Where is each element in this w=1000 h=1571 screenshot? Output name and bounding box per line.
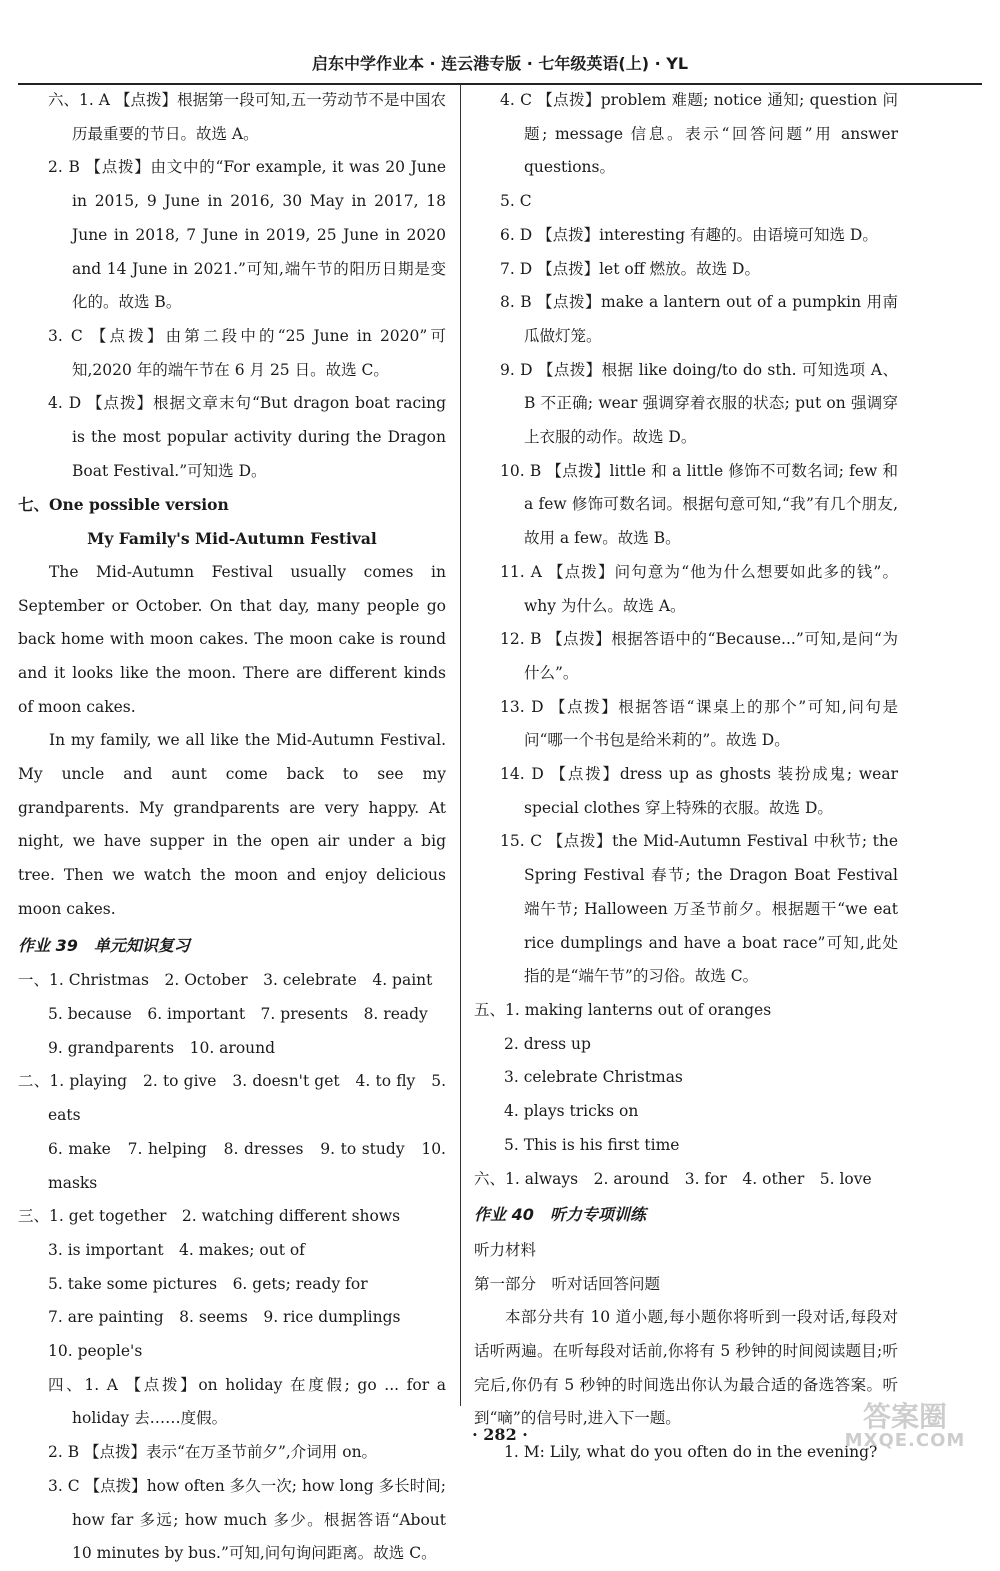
answer-line: 8. B 【点拨】make a lantern out of a pumpkin 用南瓜做灯笼。 [500,293,898,345]
watermark-logo [820,1400,990,1451]
answer-line: 10. people's [48,1342,143,1361]
answer-line: 3. C 【点拨】how often 多久一次; how long 多长时间; how far 多远; how much 多少。根据答语“About 10 minutes by bus.”可知,问句询问距离。故选 C。 [48,1476,446,1563]
answer-line: 听力材料 [474,1240,537,1259]
section-heading: 作业 39 单元知识复习 [18,935,190,955]
answer-line: 9. D 【点拨】根据 like doing/to do sth. 可知选项 A、B 不正确; wear 强调穿着衣服的状态; put on 强调穿上衣服的动作。故选 D。 [500,360,898,447]
answer-line: 7. D 【点拨】let off 燃放。故选 D。 [500,259,760,278]
answer-line: 4. C 【点拨】problem 难题; notice 通知; question 问题; message 信息。表示“回答问题”用 answer questions。 [500,91,898,177]
answer-line: 3. is important 4. makes; out of [48,1240,305,1259]
answer-line: The Mid-Autumn Festival usually comes in September or October. On that day, many people go back home with moon cakes. The moon cake is round and it looks like the moon. There are different kinds of moon cakes. [18,562,446,716]
answer-line: 3. celebrate Christmas [504,1068,683,1087]
left-column [18,84,446,1571]
running-header: 启东中学作业本 · 连云港专版 · 七年级英语(上) · YL [311,54,689,73]
answer-line: 9. grandparents 10. around [48,1038,276,1057]
answer-line: 6. D 【点拨】interesting 有趣的。由语境可知选 D。 [500,225,878,244]
answer-line: 5. because 6. important 7. presents 8. ready [48,1004,428,1023]
answer-line: 1. M: Lily, what do you often do in the evening? [504,1443,878,1462]
answer-line: 六、1. always 2. around 3. for 4. other 5. love [474,1169,872,1188]
watermark-top: 答案圈 [862,1400,947,1433]
answer-line: 12. B 【点拨】根据答语中的“Because...”可知,是问“为什么”。 [500,630,898,682]
answer-line: 15. C 【点拨】the Mid-Autumn Festival 中秋节; the Spring Festival 春节; the Dragon Boat Festival 端午节; Halloween 万圣节前夕。根据题干“we eat rice dumplings and have a boat race”可知,此处指的是“端午节”的习俗。故选 C。 [500,832,898,986]
answer-line: 第一部分 听对话回答问题 [474,1274,661,1293]
answer-line: 三、1. get together 2. watching different shows [18,1207,401,1226]
answer-line: 10. B 【点拨】little 和 a little 修饰不可数名词; few 和 a few 修饰可数名词。根据句意可知,“我”有几个朋友,故用 a few。故选 B。 [500,461,898,548]
answer-line: 2. B 【点拨】由文中的“For example, it was 20 June in 2015, 9 June in 2016, 30 May in 2017, 18 June in 2018, 7 June in 2019, 25 June in 2020 and 14 June in 2021.”可知,端午节的阳历日期是变化的。故选 B。 [48,158,446,312]
answer-line: My Family's Mid-Autumn Festival [87,529,377,549]
answer-line: 五、1. making lanterns out of oranges [474,1000,772,1019]
column-divider [460,84,461,1406]
answer-line: 本部分共有 10 道小题,每小题你将听到一段对话,每段对话听两遍。在听每段对话前,你将有 5 秒钟的时间阅读题目;听完后,你仍有 5 秒钟的时间选出你认为最合适的备选答案。听到“嘀”的信号时,进入下一题。 [474,1308,898,1428]
answer-line: 6. make 7. helping 8. dresses 9. to study 10. masks [48,1139,446,1192]
answer-line: 5. C [500,192,532,211]
answer-line: 5. take some pictures 6. gets; ready for [48,1274,368,1293]
answer-line: 11. A 【点拨】问句意为“他为什么想要如此多的钱”。why 为什么。故选 A。 [500,562,898,615]
answer-line: 3. C 【点拨】由第二段中的“25 June in 2020”可知,2020 年的端午节在 6 月 25 日。故选 C。 [48,326,446,379]
section-heading: 作业 40 听力专项训练 [474,1205,646,1225]
answer-line: 7. are painting 8. seems 9. rice dumplings [48,1308,401,1327]
page-number: · 282 · [472,1425,528,1444]
answer-line: 4. plays tricks on [504,1102,639,1121]
answer-line: 七、One possible version [18,495,229,515]
answer-line: 四、1. A 【点拨】on holiday 在度假; go ... for a holiday 去……度假。 [48,1375,446,1428]
answer-line: 2. B 【点拨】表示“在万圣节前夕”,介词用 on。 [48,1443,378,1462]
answer-line: 14. D 【点拨】dress up as ghosts 装扮成鬼; wear special clothes 穿上特殊的衣服。故选 D。 [500,765,898,817]
answer-line: 六、1. A 【点拨】根据第一段可知,五一劳动节不是中国农历最重要的节日。故选 A。 [48,91,446,143]
answer-line: 5. This is his first time [504,1135,680,1154]
watermark-bottom: MXQE.COM [844,1430,966,1451]
answer-line: In my family, we all like the Mid-Autumn Festival. My uncle and aunt come back to see my grandparents. My grandparents are very happy. At night, we have supper in the open air under a big tree. Then we watch the moon and enjoy delicious moon cakes. [18,731,446,918]
answer-line: 13. D 【点拨】根据答语“课桌上的那个”可知,问句是问“哪一个书包是给米莉的”。故选 D。 [500,697,898,750]
answer-line: 二、1. playing 2. to give 3. doesn't get 4. to fly 5. eats [18,1072,446,1125]
answer-line: 2. dress up [504,1034,591,1053]
answer-line: 4. D 【点拨】根据文章末句“But dragon boat racing is the most popular activity during the Dragon Boat Festival.”可知选 D。 [48,394,446,480]
answer-line: 一、1. Christmas 2. October 3. celebrate 4. paint [18,971,433,990]
right-column [474,84,898,1470]
